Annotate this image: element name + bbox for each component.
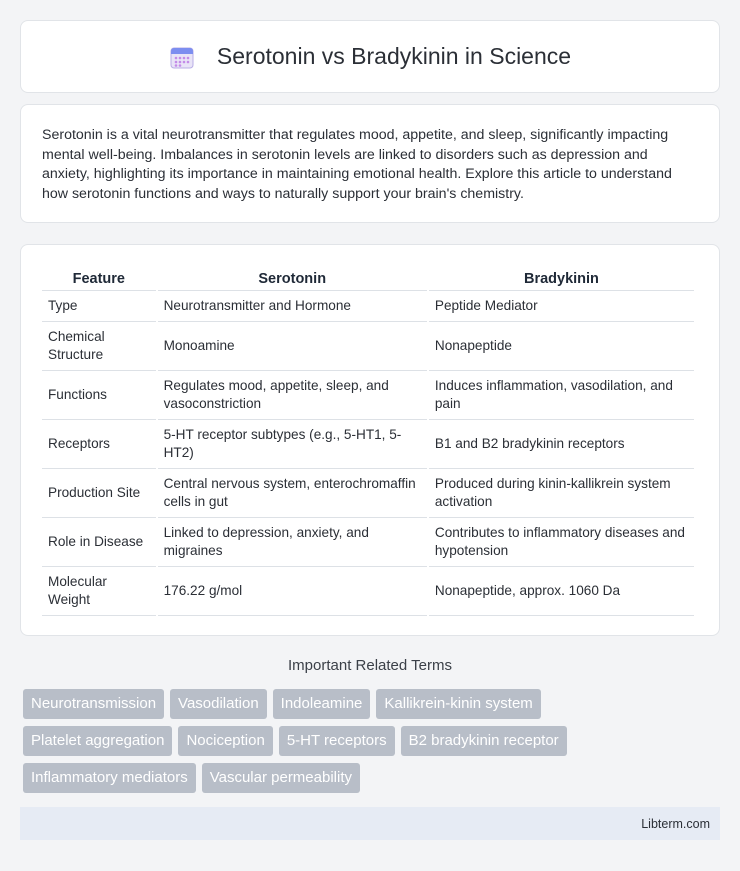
bradykinin-cell: Peptide Mediator — [429, 291, 694, 322]
feature-cell: Functions — [42, 371, 156, 420]
column-header-bradykinin: Bradykinin — [429, 265, 694, 291]
table-row — [42, 322, 694, 371]
tag-platelet-aggregation[interactable]: Platelet aggregation — [23, 726, 172, 756]
related-terms-heading: Important Related Terms — [288, 657, 452, 674]
table-header-row — [42, 265, 694, 291]
header-card — [20, 20, 720, 93]
table-row — [42, 420, 694, 469]
tag-nociception[interactable]: Nociception — [178, 726, 272, 756]
serotonin-cell: 176.22 g/mol — [158, 567, 427, 616]
bradykinin-cell: B1 and B2 bradykinin receptors — [429, 420, 694, 469]
feature-cell: Type — [42, 291, 156, 322]
serotonin-cell: Monoamine — [158, 322, 427, 371]
tag-kallikrein-kinin-system[interactable]: Kallikrein-kinin system — [376, 689, 540, 719]
bradykinin-cell: Nonapeptide — [429, 322, 694, 371]
serotonin-cell: Linked to depression, anxiety, and migraines — [158, 518, 427, 567]
bradykinin-cell: Produced during kinin-kallikrein system activation — [429, 469, 694, 518]
tag-vasodilation[interactable]: Vasodilation — [170, 689, 267, 719]
feature-cell: Molecular Weight — [42, 567, 156, 616]
feature-cell: Production Site — [42, 469, 156, 518]
tag-indoleamine[interactable]: Indoleamine — [273, 689, 371, 719]
tag-inflammatory-mediators[interactable]: Inflammatory mediators — [23, 763, 196, 793]
comparison-table-card — [20, 244, 720, 636]
table-row — [42, 518, 694, 567]
calendar-icon — [169, 44, 195, 70]
feature-cell: Chemical Structure — [42, 322, 156, 371]
tag-5-ht-receptors[interactable]: 5-HT receptors — [279, 726, 395, 756]
bradykinin-cell: Contributes to inflammatory diseases and hypotension — [429, 518, 694, 567]
serotonin-cell: Neurotransmitter and Hormone — [158, 291, 427, 322]
related-terms-tags — [23, 689, 723, 800]
table-row — [42, 567, 694, 616]
footer — [20, 807, 720, 840]
bradykinin-cell: Induces inflammation, vasodilation, and pain — [429, 371, 694, 420]
serotonin-cell: Central nervous system, enterochromaffin cells in gut — [158, 469, 427, 518]
intro-card — [20, 104, 720, 223]
tag-vascular-permeability[interactable]: Vascular permeability — [202, 763, 360, 793]
feature-cell: Receptors — [42, 420, 156, 469]
column-header-feature: Feature — [42, 265, 156, 291]
bradykinin-cell: Nonapeptide, approx. 1060 Da — [429, 567, 694, 616]
tag-b2-bradykinin-receptor[interactable]: B2 bradykinin receptor — [401, 726, 567, 756]
table-row — [42, 291, 694, 322]
tag-row — [23, 689, 723, 719]
column-header-serotonin: Serotonin — [158, 265, 427, 291]
table-row — [42, 371, 694, 420]
serotonin-cell: 5-HT receptor subtypes (e.g., 5-HT1, 5-HT2) — [158, 420, 427, 469]
intro-paragraph: Serotonin is a vital neurotransmitter that regulates mood, appetite, and sleep, significantly impacting mental well-being. Imbalances in serotonin levels are linked to disorders such as depression and anxiety, highlighting its importance in maintaining emotional health. Explore this article to understand how serotonin functions and ways to naturally support your brain's chemistry. — [42, 127, 672, 202]
page-title: Serotonin vs Bradykinin in Science — [216, 43, 572, 69]
footer-site-link[interactable]: Libterm.com — [641, 816, 710, 831]
tag-row — [23, 763, 723, 793]
title-wrap — [169, 43, 571, 70]
tag-row — [23, 726, 723, 756]
serotonin-cell: Regulates mood, appetite, sleep, and vasoconstriction — [158, 371, 427, 420]
table-row — [42, 469, 694, 518]
feature-cell: Role in Disease — [42, 518, 156, 567]
tag-neurotransmission[interactable]: Neurotransmission — [23, 689, 164, 719]
comparison-table — [40, 265, 696, 616]
